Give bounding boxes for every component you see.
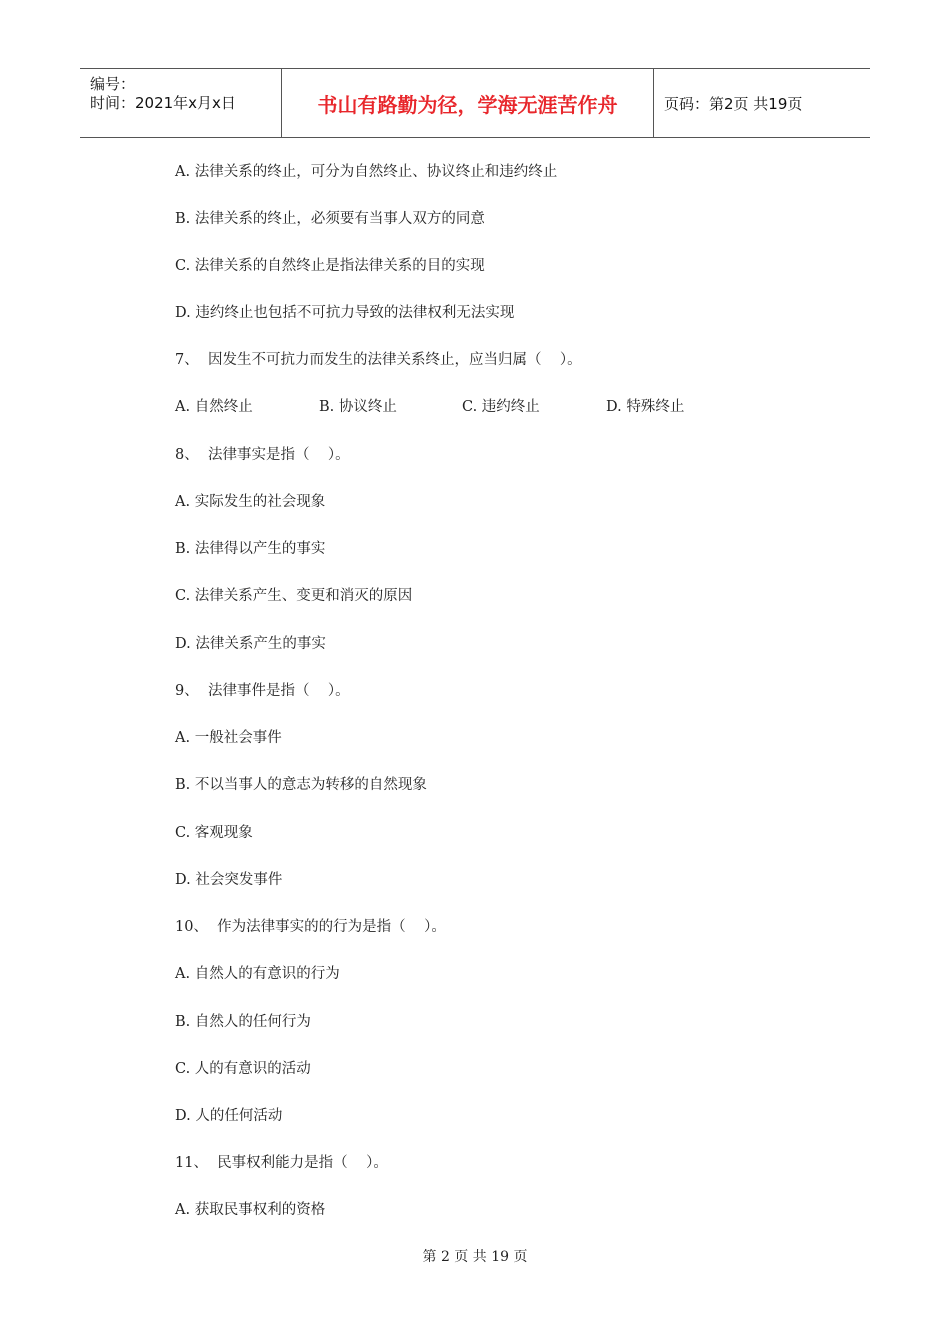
question-9: 9、 法律事件是指（ ）。: [175, 683, 350, 699]
option-b: B. 协议终止: [319, 399, 397, 415]
question-10: 10、 作为法律事实的的行为是指（ ）。: [175, 919, 446, 935]
option-c: C. 违约终止: [462, 399, 540, 415]
page-header: [80, 68, 870, 138]
document-number-label: 编号：: [90, 75, 136, 93]
option-line: A. 获取民事权利的资格: [175, 1202, 326, 1218]
option-line: D. 社会突发事件: [175, 872, 283, 888]
header-motto: 书山有路勤为径，学海无涯苦作舟: [282, 69, 654, 137]
option-line: A. 一般社会事件: [175, 730, 282, 746]
option-line: A. 自然人的有意识的行为: [175, 966, 340, 982]
option-d: D. 特殊终止: [606, 399, 685, 415]
question-11: 11、 民事权利能力是指（ ）。: [175, 1155, 388, 1171]
option-line: B. 自然人的任何行为: [175, 1014, 311, 1030]
header-info-cell: [80, 69, 282, 137]
option-line: B. 法律关系的终止，必须要有当事人双方的同意: [175, 211, 485, 227]
option-line: B. 不以当事人的意志为转移的自然现象: [175, 777, 427, 793]
question-7: 7、 因发生不可抗力而发生的法律关系终止，应当归属（ ）。: [175, 352, 582, 368]
option-line: C. 人的有意识的活动: [175, 1061, 311, 1077]
option-a: A. 自然终止: [175, 399, 253, 415]
option-line: C. 法律关系的自然终止是指法律关系的目的实现: [175, 258, 485, 274]
footer-page-number: 第 2 页 共 19 页: [422, 1249, 528, 1265]
question-8: 8、 法律事实是指（ ）。: [175, 447, 350, 463]
option-line: D. 违约终止也包括不可抗力导致的法律权利无法实现: [175, 305, 515, 321]
page-footer: [0, 1246, 950, 1266]
option-line: A. 实际发生的社会现象: [175, 494, 326, 510]
option-line: D. 人的任何活动: [175, 1108, 283, 1124]
document-date-label: 时间：2021年x月x日: [90, 94, 236, 112]
option-line: B. 法律得以产生的事实: [175, 541, 326, 557]
header-page-info: 页码：第2页 共19页: [664, 94, 803, 113]
option-line: C. 法律关系产生、变更和消灭的原因: [175, 588, 413, 604]
option-line: C. 客观现象: [175, 825, 253, 841]
option-line: D. 法律关系产生的事实: [175, 636, 326, 652]
option-line: A. 法律关系的终止，可分为自然终止、协议终止和违约终止: [175, 164, 558, 180]
